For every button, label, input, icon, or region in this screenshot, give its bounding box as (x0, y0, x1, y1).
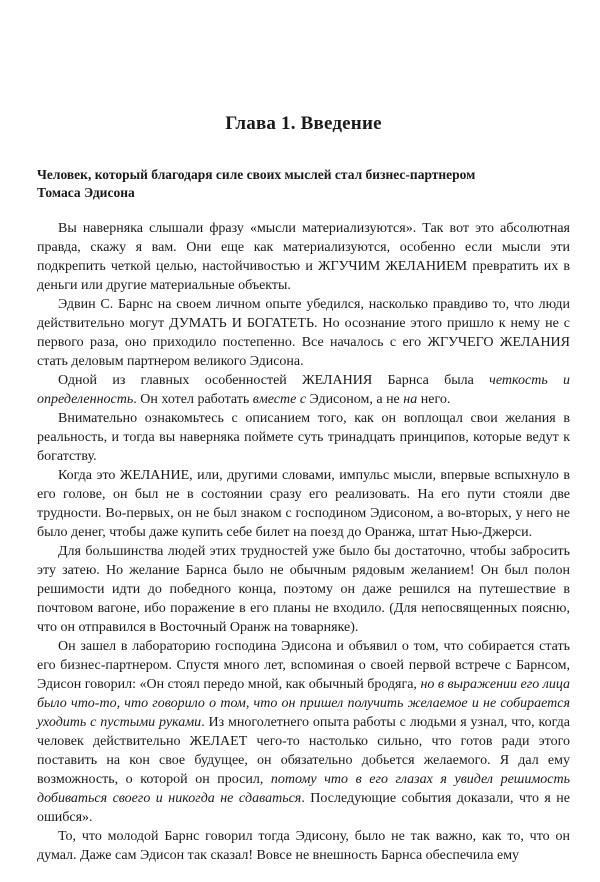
text-run: . Последующие события доказали, что я не ошибся». (37, 791, 570, 825)
text-run: Одной из главных особенностей ЖЕЛАНИЯ Барнса была (58, 373, 490, 388)
text-run: Для большинства людей этих трудностей уже было бы достаточно, чтобы забросить эту затею. Но желание Барнса было не обычным рядовым желанием! Он был полон решимости идти до победного конца, поэтому он даже решился на путешествие в почтовом вагоне, ибо поражение в его планы не входило. (Для непосвященных поясню, что он отправился в Восточный Оранж на товарняке). (37, 544, 570, 635)
emphasis-text: четкость и определенность (37, 373, 571, 407)
paragraph (37, 466, 570, 542)
chapter-title: Глава 1. Введение (225, 113, 382, 134)
paragraph (37, 219, 570, 295)
paragraph (37, 295, 570, 371)
text-run: Эдисоном, а не (306, 392, 404, 407)
text-run: . Из многолетнего опыта работы с людьми я узнал, что, когда человек действительно ЖЕЛАЕТ чего-то настолько сильно, что готов ради этого поставить на кон свое будущее, он обязательно добьется желаемого. Я дал ему возможность, о которой он просил, (37, 715, 570, 787)
text-run: Он зашел в лабораторию господина Эдисона и объявил о том, что собирается стать его бизнес-партнером. Спустя много лет, вспоминая о своей первой встрече с Барнсом, Эдисон говорил: «Он стоял передо мной, как обычный бродяга, (37, 639, 570, 692)
emphasis-text: но в выражении его лица было что-то, что говорило о том, что он пришел получить желаемое и не собирается уходить с пустыми руками (37, 677, 570, 730)
text-run: Эдвин С. Барнс на своем личном опыте убедился, насколько правдиво то, что люди действительно могут ДУМАТЬ И БОГАТЕТЬ. Но осознание этого пришло к нему не с первого раза, оно приходило постепенно. Все началось с его ЖГУЧЕГО ЖЕЛАНИЯ стать деловым партнером великого Эдисона. (37, 297, 570, 369)
text-run: То, что молодой Барнс говорил тогда Эдисону, было не так важно, как то, что он думал. Даже сам Эдисон так сказал! Вовсе не внешность Барнса обеспечила ему (37, 829, 570, 863)
text-run: Когда это ЖЕЛАНИЕ, или, другими словами, импульс мысли, впервые вспыхнуло в его голове, он был не в состоянии сразу его реализовать. На его пути стояли две трудности. Во-первых, он не был знаком с господином Эдисоном, а во-вторых, у него не было денег, чтобы даже купить себе билет на поезд до Оранжа, штат Нью-Джерси. (37, 468, 570, 540)
text-run: него. (417, 392, 451, 407)
paragraph (37, 371, 570, 409)
emphasis-text: вместе с (252, 392, 307, 407)
paragraph (37, 542, 570, 637)
emphasis-text: потому что в его глазах я увидел решимость добиваться своего и никогда не сдаваться (37, 772, 570, 806)
text-run: Вы наверняка слышали фразу «мысли материализуются». Так вот это абсолютная правда, скажу я вам. Они еще как материализуются, особенно если мысли эти подкрепить четкой целью, настойчивостью и ЖГУЧИМ ЖЕЛАНИЕМ превратить их в деньги или другие материальные объекты. (37, 221, 570, 293)
emphasis-text: на (403, 392, 418, 407)
paragraph (37, 409, 570, 466)
text-run: . Он хотел работать (133, 392, 253, 407)
paragraph (37, 637, 570, 827)
chapter-subtitle: Человек, который благодаря силе своих мыслей стал бизнес-партнером Томаса Эдисона (37, 167, 476, 200)
paragraph (37, 827, 570, 865)
text-run: Внимательно ознакомьтесь с описанием того, как он воплощал свои желания в реальность, и тогда вы наверняка поймете суть тринадцать принципов, которые ведут к богатству. (37, 411, 570, 464)
body-text (37, 219, 570, 865)
